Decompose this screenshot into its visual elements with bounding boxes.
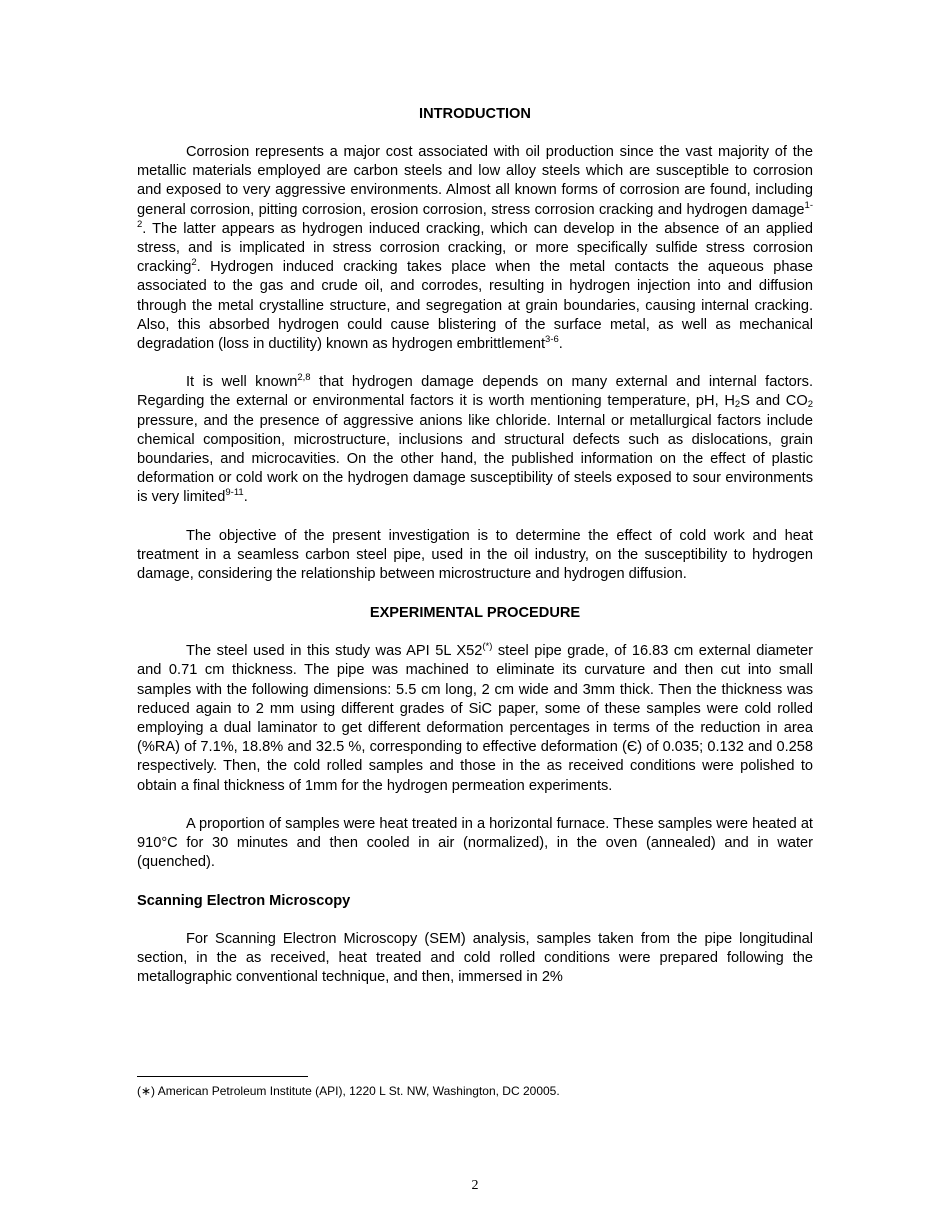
- intro-p1-text-c: . Hydrogen induced cracking takes place when the metal contacts the aqueous phase associated to the gas and crude oil, and corrodes, resulting in hydrogen injection into and diffusion through the metal crystalline structure, and segregation at grain boundaries, causing internal cracking. Also, this absorbed hydrogen could cause blistering of the surface metal, as well as mechanical degradation (loss in ductility) known as hydrogen embrittlement: [137, 259, 813, 353]
- intro-paragraph-3: The objective of the present investigation is to determine the effect of cold work and heat treatment in a seamless carbon steel pipe, used in the oil industry, on the susceptibility to hydrogen damage, considering the relationship between microstructure and hydrogen diffusion.: [137, 527, 813, 583]
- intro-paragraph-2: [137, 373, 813, 507]
- exp-p1-text-b: steel pipe grade, of 16.83 cm external diameter and 0.71 cm thickness. The pipe was machined to eliminate its curvature and then cut into small samples with the following dimensions: 5.5 cm long, 2 cm wide and 3mm thick. Then the thickness was reduced again to 2 mm using different grades of SiC paper, some of these samples were cold rolled employing a dual laminator to get different deformation percentages in terms of the reduction in area (%RA) of 7.1%, 18.8% and 32.5 %, corresponding to effective deformation (Є) of 0.035; 0.132 and 0.258 respectively. Then, the cold rolled samples and those in the as received conditions were polished to obtain a final thickness of 1mm for the hydrogen permeation experiments.: [137, 643, 813, 794]
- footnote-marker: (*): [482, 641, 493, 653]
- page-body: [137, 104, 813, 987]
- experimental-paragraph-1: [137, 642, 813, 796]
- subscript: 2: [734, 399, 741, 411]
- ref-superscript: 3-6: [545, 334, 559, 346]
- intro-p2-text-a: It is well known: [186, 374, 298, 391]
- intro-paragraph-1: [137, 143, 813, 354]
- intro-p1-text-a: Corrosion represents a major cost associated with oil production since the vast majority of the metallic materials employed are carbon steels and low alloy steels which are susceptible to corrosion and exposed to very aggressive environments. Almost all known forms of corrosion are found, including general corrosion, pitting corrosion, erosion corrosion, stress corrosion cracking and hydrogen damage: [137, 144, 813, 218]
- intro-p2-text-c: S and CO: [740, 393, 808, 410]
- intro-p1-text-d: .: [558, 336, 563, 353]
- experimental-paragraph-3: For Scanning Electron Microscopy (SEM) analysis, samples taken from the pipe longitudinal section, in the as received, heat treated and cold rolled conditions were prepared following the metallographic conventional technique, and then, immersed in 2%: [137, 930, 813, 985]
- page-number: 2: [471, 1178, 479, 1193]
- ref-superscript: 9-11: [225, 487, 244, 499]
- intro-p1-text-b: . The latter appears as hydrogen induced cracking, which can develop in the absence of an applied stress, and is implicated in stress corrosion cracking, or more specifically sulfide stress corrosion cracking: [137, 220, 813, 276]
- ref-superscript: 2: [191, 257, 197, 269]
- ref-superscript: 1-2: [137, 199, 813, 230]
- footnote: (∗) American Petroleum Institute (API), 1220 L St. NW, Washington, DC 20005.: [137, 1084, 560, 1098]
- experimental-paragraph-2: A proportion of samples were heat treated in a horizontal furnace. These samples were heated at 910°C for 30 minutes and then cooled in air (normalized), in the oven (annealed) and in water (quenched).: [137, 815, 813, 871]
- intro-p2-text-d: pressure, and the presence of aggressive anions like chloride. Internal or metallurgical factors include chemical composition, microstructure, inclusions and structural defects such as dislocations, grain boundaries, and microcavities. On the other hand, the published information on the effect of plastic deformation or cold work on the hydrogen damage susceptibility of steels exposed to sour environments is very limited: [137, 412, 813, 506]
- subscript: 2: [807, 399, 813, 411]
- intro-p2-text-e: .: [243, 489, 248, 506]
- experimental-procedure-heading: EXPERIMENTAL PROCEDURE: [369, 605, 581, 622]
- exp-p1-text-a: The steel used in this study was API 5L X52: [186, 643, 483, 660]
- footnote-divider: [137, 1076, 308, 1077]
- sem-subheading: Scanning Electron Microscopy: [137, 892, 351, 909]
- intro-p2-text-b: that hydrogen damage depends on many external and internal factors. Regarding the external or environmental factors it is worth mentioning temperature, pH, H: [137, 374, 813, 410]
- ref-superscript: 2,8: [297, 372, 311, 384]
- introduction-heading: INTRODUCTION: [419, 106, 531, 122]
